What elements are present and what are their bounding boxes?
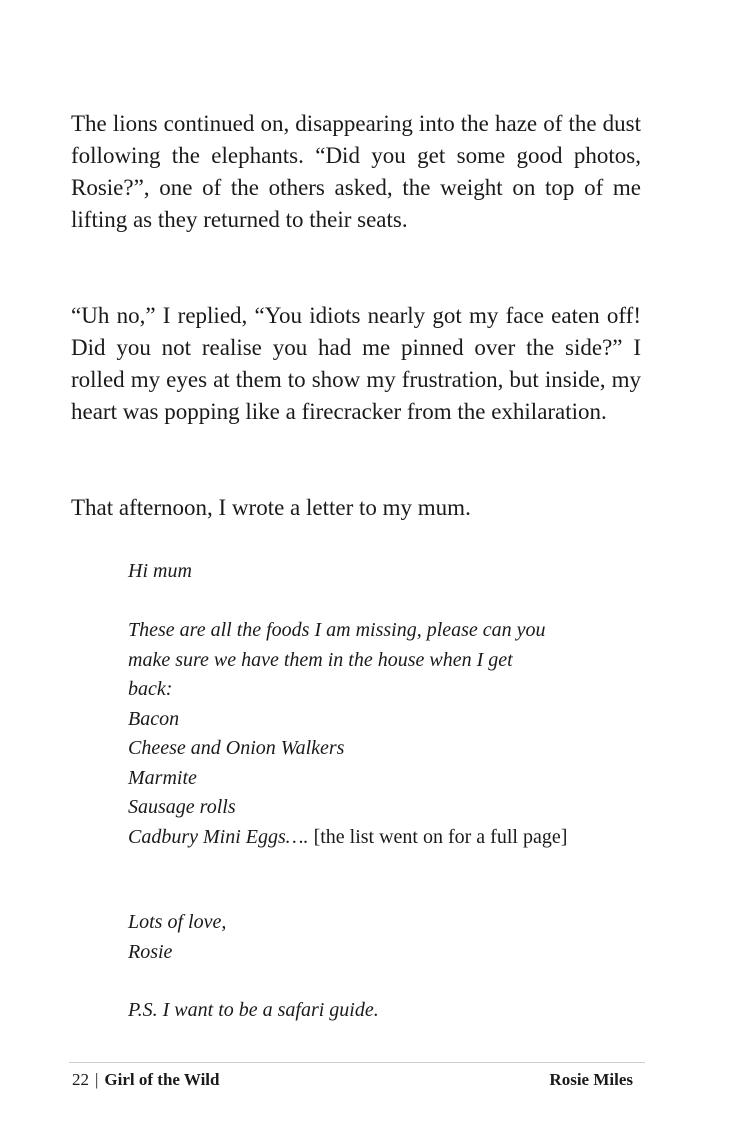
letter-greeting: Hi mum bbox=[128, 560, 192, 582]
paragraph-1: The lions continued on, disappearing into the haze of the dust following the elephants. “Did you get some good photos, Rosie?”, one of the others asked, the weight on top of me lifting as they returned to their seats. bbox=[71, 111, 641, 232]
list-aside-note: [the list went on for a full page] bbox=[308, 825, 568, 848]
letter-intro-line: make sure we have them in the house when I get bbox=[128, 648, 513, 671]
letter-body bbox=[128, 616, 598, 852]
food-list-item: Cheese and Onion Walkers bbox=[128, 737, 345, 759]
footer-left bbox=[72, 1069, 219, 1091]
footer-divider bbox=[69, 1062, 645, 1063]
letter-intro-line: These are all the foods I am missing, please can you bbox=[128, 619, 546, 641]
signoff-name: Rosie bbox=[128, 940, 173, 963]
book-title: Girl of the Wild bbox=[104, 1070, 220, 1089]
letter-signoff bbox=[128, 908, 598, 967]
food-list-item: Marmite bbox=[128, 766, 197, 789]
signoff-line: Lots of love, bbox=[128, 911, 227, 933]
letter-postscript: P.S. I want to be a safari guide. bbox=[128, 999, 379, 1021]
paragraph-2: “Uh no,” I replied, “You idiots nearly got my face eaten off! Did you not realise you had me pinned over the side?” I rolled my eyes at them to show my frustration, but inside, my heart was popping like a firecracker from the exhilaration. bbox=[71, 303, 641, 424]
page-number: 22 bbox=[72, 1070, 89, 1089]
footer-separator: | bbox=[95, 1070, 99, 1089]
author-name: Rosie Miles bbox=[549, 1070, 633, 1089]
paragraph-3: That afternoon, I wrote a letter to my mum. bbox=[71, 495, 471, 520]
food-list-item: Cadbury Mini Eggs…. bbox=[128, 825, 309, 848]
food-list-item: Sausage rolls bbox=[128, 796, 236, 818]
food-list-item: Bacon bbox=[128, 707, 180, 730]
letter-intro-line: back: bbox=[128, 678, 173, 700]
food-list-last-item bbox=[128, 823, 598, 853]
